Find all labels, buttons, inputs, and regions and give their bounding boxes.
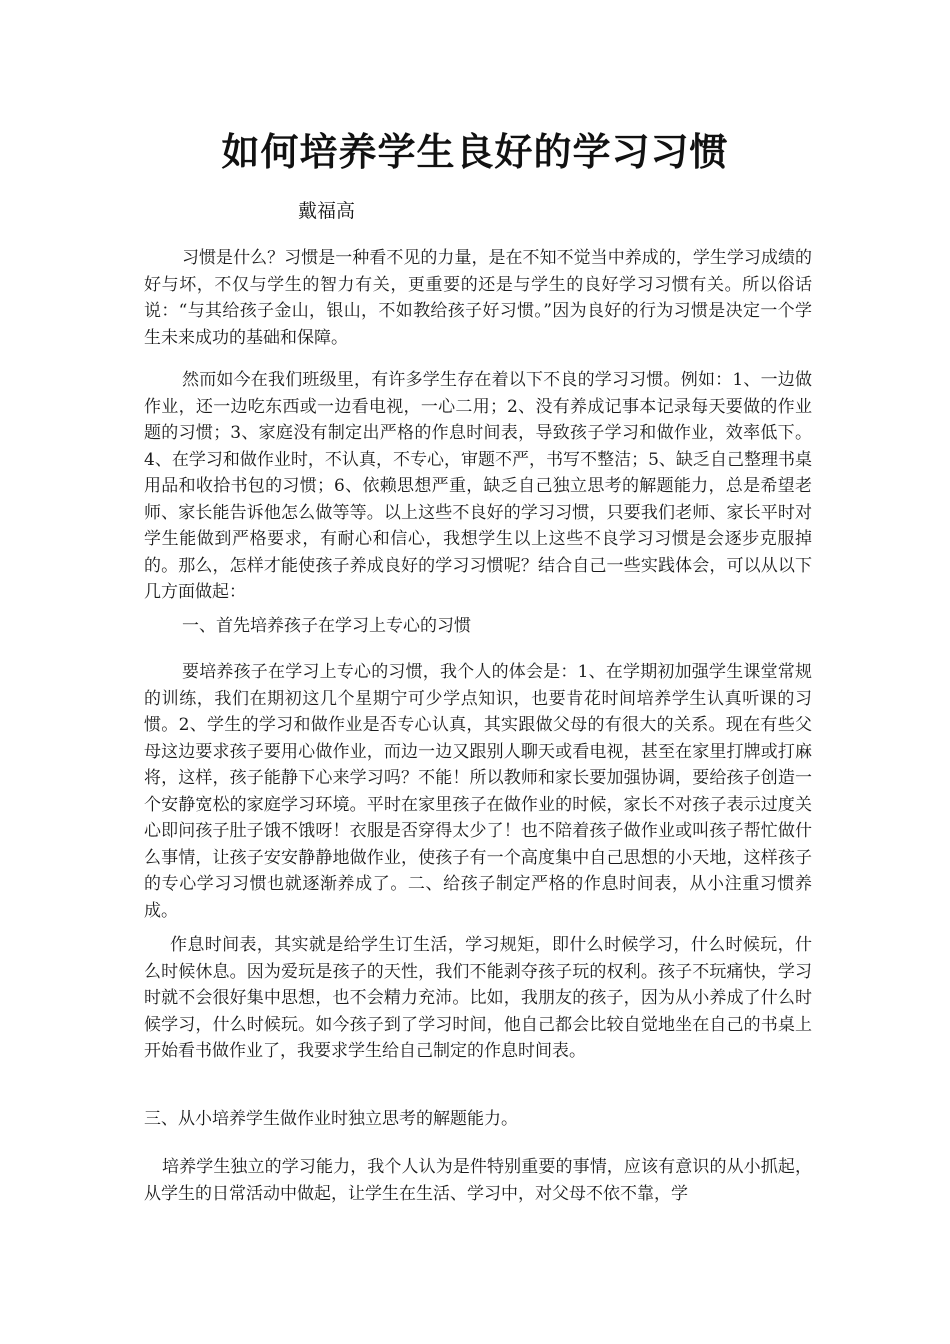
paragraph-intro: 习惯是什么？习惯是一种看不见的力量，是在不知不觉当中养成的，学生学习成绩的好与坏，不仅与学生的智力有关，更重要的还是与学生的良好学习习惯有关。所以俗话说：“与其给孩子金山，银山，不如教给孩子好习惯。”因为良好的行为习惯是决定一个学生未来成功的基础和保障。	[144, 248, 812, 348]
paragraph-focus-habit: 要培养孩子在学习上专心的习惯，我个人的体会是：1、在学期初加强学生课堂常规的训练，我们在期初这几个星期宁可少学点知识，也要肯花时间培养学生认真听课的习惯。2、学生的学习和做作业是否专心认真，其实跟做父母的有很大的关系。现在有些父母这边要求孩子要用心做作业，而边一边又跟别人聊天或看电视，甚至在家里打牌或打麻将，这样，孩子能静下心来学习吗？不能！所以教师和家长要加强协调，要给孩子创造一个安静宽松的家庭学习环境。平时在家里孩子在做作业的时候，家长不对孩子表示过度关心即问孩子肚子饿不饿呀！衣服是否穿得太少了！也不陪着孩子做作业或叫孩子帮忙做什么事情，让孩子安安静静地做作业，使孩子有一个高度集中自己思想的小天地，这样孩子的专心学习习惯也就逐渐养成了。二、给孩子制定严格的作息时间表，从小注重习惯养成。	[144, 662, 812, 921]
section-heading-3: 三、从小培养学生做作业时独立思考的解题能力。	[144, 1109, 518, 1129]
section-heading-1: 一、首先培养孩子在学习上专心的习惯	[182, 616, 471, 636]
document-title: 如何培养学生良好的学习习惯	[221, 129, 729, 174]
document-author: 戴福高	[298, 200, 356, 222]
paragraph-bad-habits: 然而如今在我们班级里，有许多学生存在着以下不良的学习习惯。例如：1、一边做作业，还一边吃东西或一边看电视，一心二用；2、没有养成记事本记录每天要做的作业题的习惯；3、家庭没有制定出严格的作息时间表，导致孩子学习和做作业，效率低下。4、在学习和做作业时，不认真，不专心，审题不严，书写不整洁；5、缺乏自己整理书桌用品和收拾书包的习惯；6、依赖思想严重，缺乏自己独立思考的解题能力，总是希望老师、家长能告诉他怎么做等等。以上这些不良好的学习习惯，只要我们老师、家长平时对学生能做到严格要求，有耐心和信心，我想学生以上这些不良学习习惯是会逐步克服掉的。那么，怎样才能使孩子养成良好的学习习惯呢？结合自己一些实践体会，可以从以下几方面做起：	[144, 370, 812, 602]
paragraph-schedule: 作息时间表，其实就是给学生订生活，学习规矩，即什么时候学习，什么时候玩，什么时候休息。因为爱玩是孩子的天性，我们不能剥夺孩子玩的权利。孩子不玩痛快，学习时就不会很好集中思想，也不会精力充沛。比如，我朋友的孩子，因为从小养成了什么时候学习，什么时候玩。如今孩子到了学习时间，他自己都会比较自觉地坐在自己的书桌上开始看书做作业了，我要求学生给自己制定的作息时间表。	[144, 935, 812, 1061]
paragraph-independent-thinking: 培养学生独立的学习能力，我个人认为是件特别重要的事情，应该有意识的从小抓起，从学生的日常活动中做起，让学生在生活、学习中，对父母不依不靠，学	[144, 1157, 812, 1204]
